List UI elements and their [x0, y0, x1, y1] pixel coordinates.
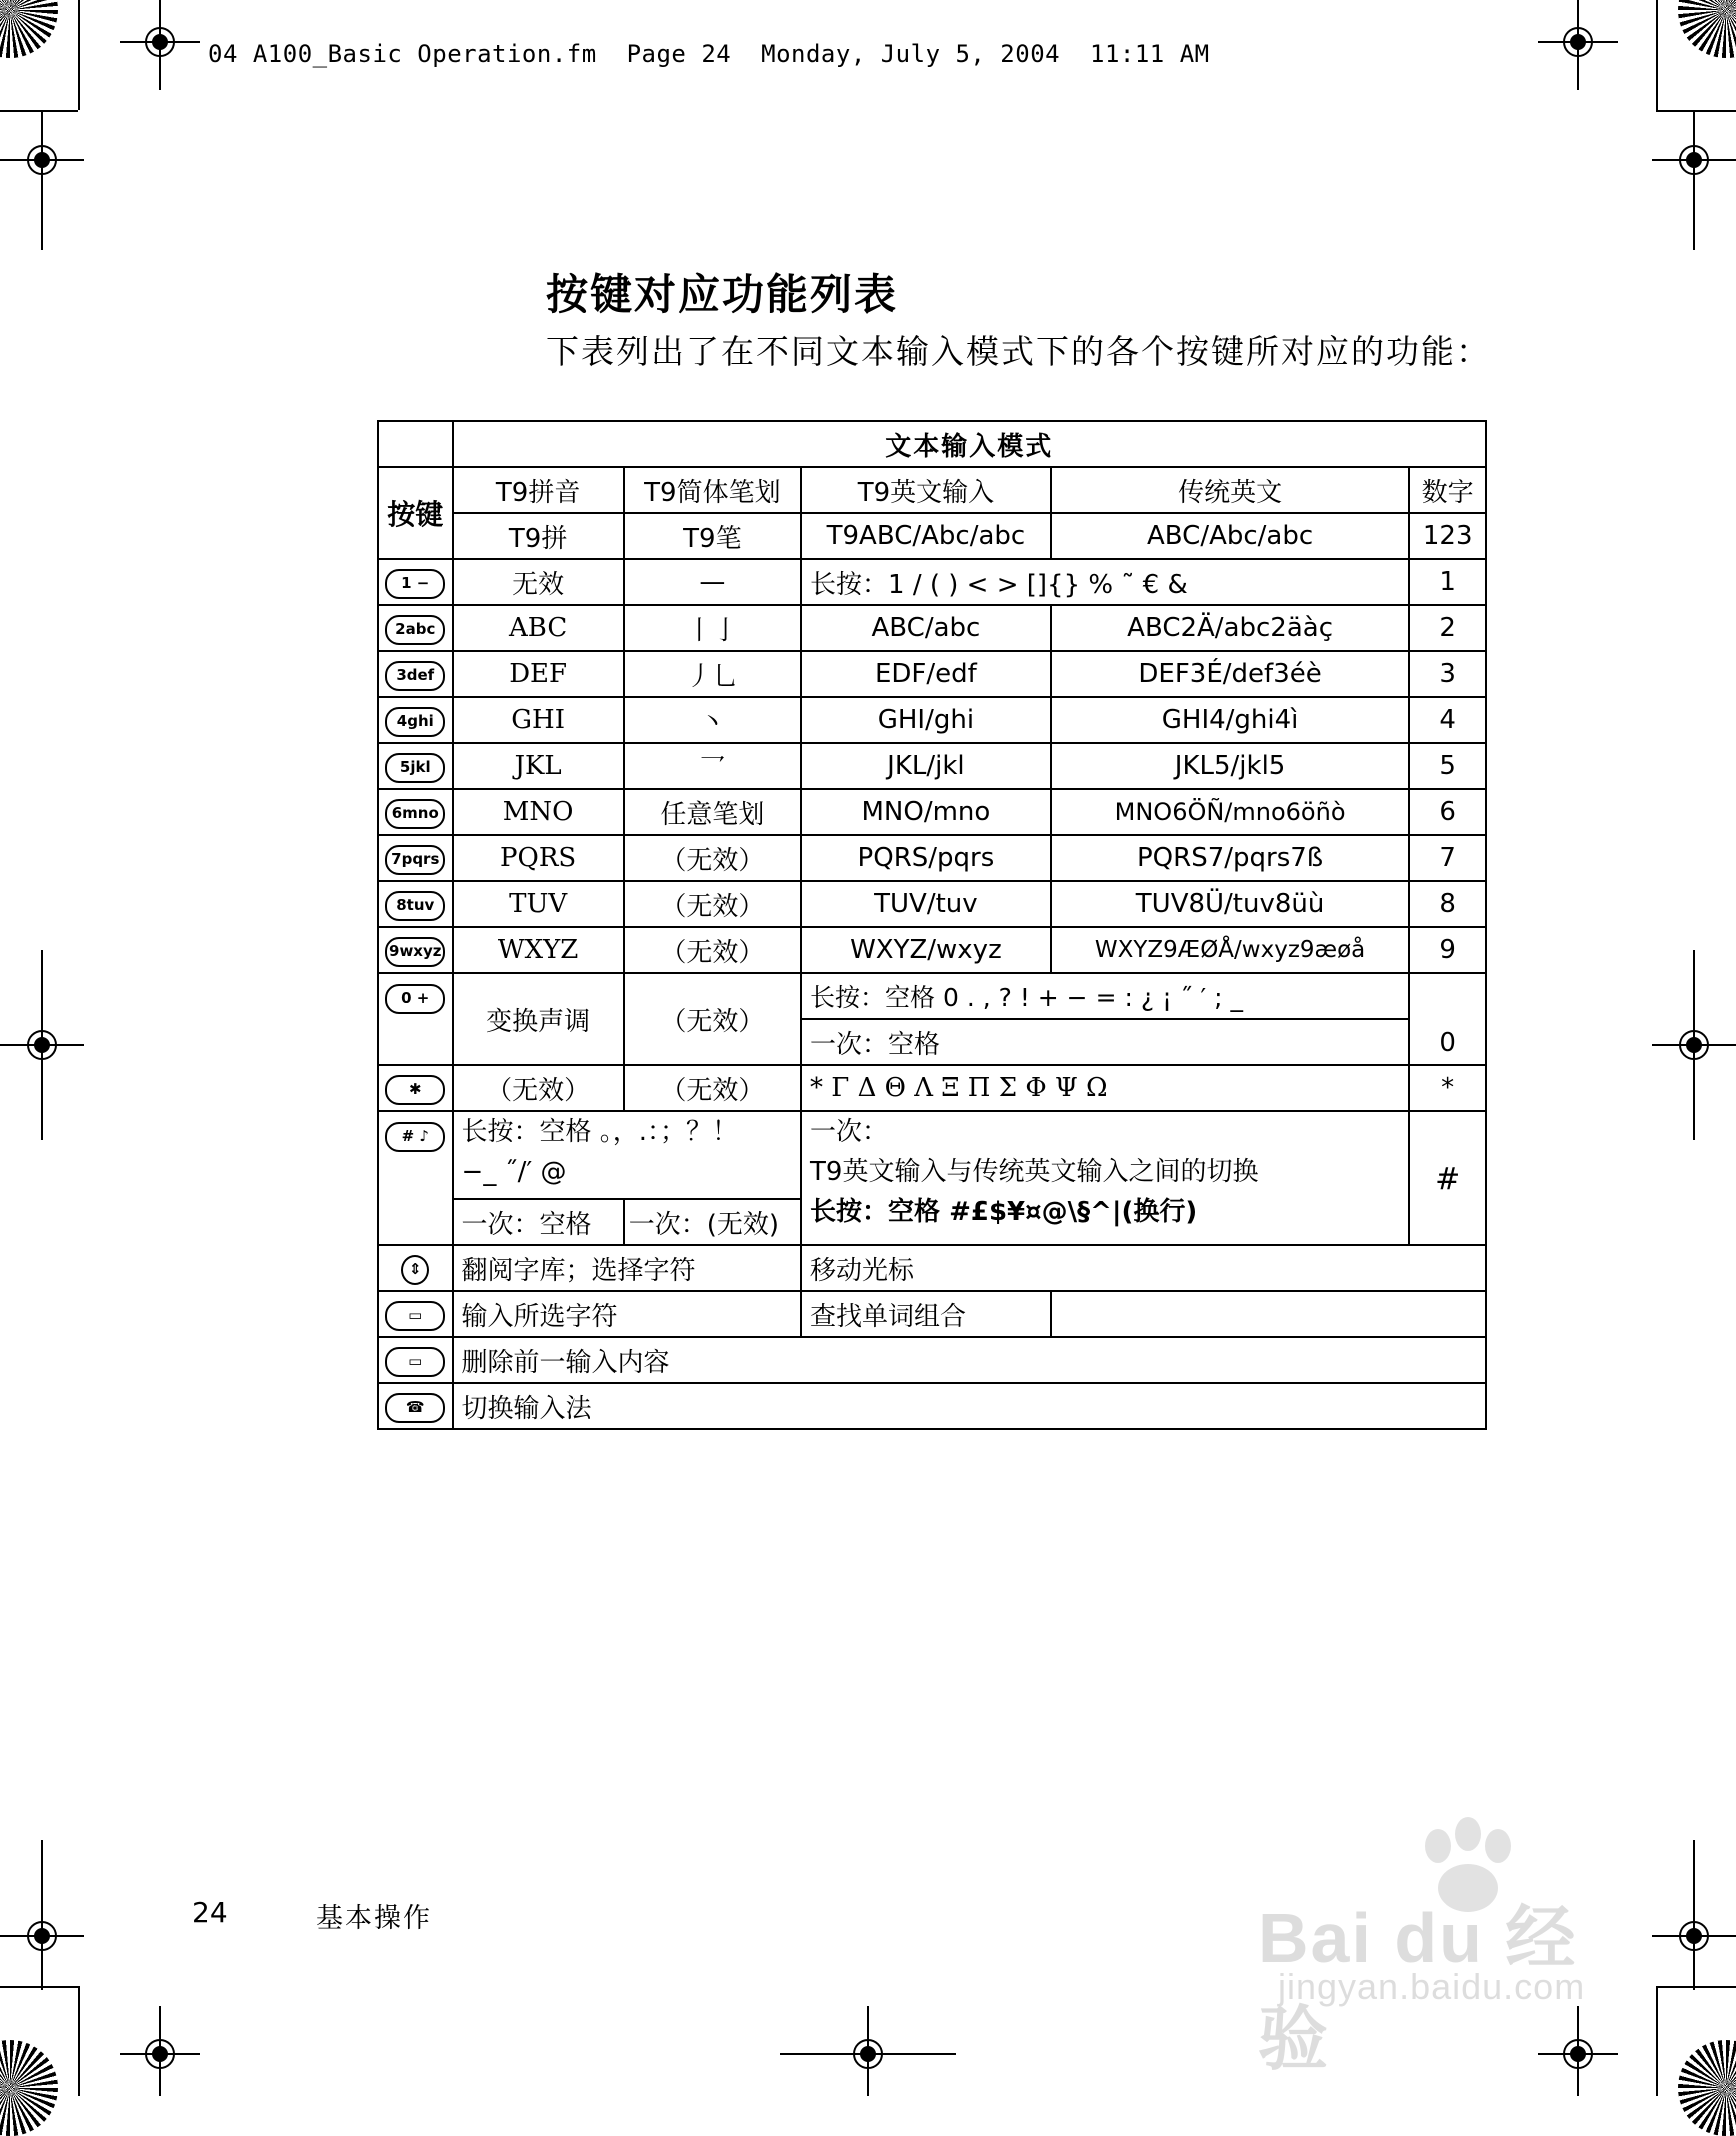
- mode-t9-english: T9英文输入: [801, 467, 1051, 513]
- 2-key-icon: 2abc: [385, 615, 445, 645]
- cell-pinyin: 无效: [453, 559, 624, 605]
- key-0: [378, 973, 453, 1065]
- cell-traditional: JKL5/jkl5: [1051, 743, 1410, 789]
- cell-pinyin: GHI: [453, 697, 624, 743]
- right-soft-key-icon: ▭: [385, 1347, 445, 1377]
- page-number: 24: [192, 1896, 228, 1929]
- cell-pinyin: PQRS: [453, 835, 624, 881]
- cell-pinyin: JKL: [453, 743, 624, 789]
- cell-stroke: 丨亅: [624, 605, 801, 651]
- cell-traditional: MNO6ÖÑ/mno6öñò: [1051, 789, 1410, 835]
- cell-numeric: 6: [1409, 789, 1486, 835]
- cell-traditional: WXYZ9ÆØÅ/wxyz9æøå: [1051, 927, 1410, 973]
- hash-key-icon: # ♪: [385, 1122, 445, 1152]
- key-6: [378, 789, 453, 835]
- cell-all: 切换输入法: [453, 1383, 1486, 1429]
- cell-numeric: 0: [1409, 973, 1486, 1065]
- left-soft-key-icon: ▭: [385, 1301, 445, 1331]
- cell-chinese: 翻阅字库；选择字符: [453, 1245, 801, 1291]
- cell-english: 移动光标: [801, 1245, 1486, 1291]
- end-key-icon: ☎: [385, 1393, 445, 1423]
- key-4: [378, 697, 453, 743]
- english-switch: T9英文输入与传统英文输入之间的切换: [810, 1157, 1259, 1187]
- 7-key-icon: 7pqrs: [385, 845, 445, 875]
- cell-english: * Γ Δ Θ Λ Ξ Π Σ Φ Ψ Ω: [801, 1065, 1409, 1111]
- watermark-url: jingyan.baidu.com: [1278, 1966, 1586, 2007]
- star-key-icon: ✱: [385, 1075, 445, 1105]
- cell-pinyin: MNO: [453, 789, 624, 835]
- cell-stroke: 丶: [624, 697, 801, 743]
- mode-stroke: T9简体笔划: [624, 467, 801, 513]
- mode-header: 文本输入模式: [453, 421, 1486, 467]
- cell-traditional: PQRS7/pqrs7ß: [1051, 835, 1410, 881]
- cell-numeric: 4: [1409, 697, 1486, 743]
- key-star: [378, 1065, 453, 1111]
- cell-stroke-once: 一次：(无效): [624, 1199, 801, 1245]
- cell-stroke: 丿乚: [624, 651, 801, 697]
- intro-text: 下表列出了在不同文本输入模式下的各个按键所对应的功能：: [546, 332, 1491, 371]
- mode-traditional-english: 传统英文: [1051, 467, 1410, 513]
- key-9: [378, 927, 453, 973]
- cell-numeric: 9: [1409, 927, 1486, 973]
- long-press-line-1: 长按：空格 。，.：；？！: [461, 1117, 739, 1147]
- indicator-traditional-english: ABC/Abc/abc: [1051, 513, 1410, 559]
- 9-key-icon: 9wxyz: [385, 937, 445, 967]
- 0-key-icon: 0 +: [385, 984, 445, 1014]
- cell-stroke: —: [624, 559, 801, 605]
- cell-numeric: #: [1409, 1111, 1486, 1245]
- cell-english: 查找单词组合: [801, 1291, 1051, 1337]
- indicator-numeric: 123: [1409, 513, 1486, 559]
- cell-traditional: GHI4/ghi4ì: [1051, 697, 1410, 743]
- indicator-t9-english: T9ABC/Abc/abc: [801, 513, 1051, 559]
- cell-english: [801, 1111, 1409, 1245]
- cell-traditional: ABC2Ä/abc2äàç: [1051, 605, 1410, 651]
- cell-pinyin: TUV: [453, 881, 624, 927]
- cell-pinyin: ABC: [453, 605, 624, 651]
- cell-t9-english: PQRS/pqrs: [801, 835, 1051, 881]
- key-header: 按键: [378, 467, 453, 559]
- key-hash: [378, 1111, 453, 1245]
- key-function-table: [377, 420, 1487, 1430]
- navigation-key-icon: ⇕: [401, 1255, 429, 1285]
- corner-cell: [378, 421, 453, 467]
- cell-pinyin: WXYZ: [453, 927, 624, 973]
- long-press-line-2: −_ ˝/′ @: [461, 1157, 567, 1187]
- key-8: [378, 881, 453, 927]
- cell-t9-english: MNO/mno: [801, 789, 1051, 835]
- cell-stroke: （无效）: [624, 835, 801, 881]
- cell-english: 长按：1 / ( ) < > []{} % ˜ € &: [801, 559, 1409, 605]
- mode-numeric: 数字: [1409, 467, 1486, 513]
- cell-empty: [1051, 1291, 1486, 1337]
- key-end: [378, 1383, 453, 1429]
- cell-chinese: 输入所选字符: [453, 1291, 801, 1337]
- chapter-name: 基本操作: [316, 1903, 432, 1934]
- key-1: [378, 559, 453, 605]
- cell-t9-english: EDF/edf: [801, 651, 1051, 697]
- cell-pinyin: DEF: [453, 651, 624, 697]
- cell-pinyin: （无效）: [453, 1065, 624, 1111]
- cell-numeric: 1: [1409, 559, 1486, 605]
- 6-key-icon: 6mno: [385, 799, 445, 829]
- cell-numeric: 2: [1409, 605, 1486, 651]
- cell-t9-english: GHI/ghi: [801, 697, 1051, 743]
- key-5: [378, 743, 453, 789]
- cell-numeric: 8: [1409, 881, 1486, 927]
- cell-stroke: 乛: [624, 743, 801, 789]
- section-title: 按键对应功能列表: [546, 270, 899, 319]
- watermark-brand: Bai du 经验: [1258, 1899, 1578, 2078]
- key-2: [378, 605, 453, 651]
- 8-key-icon: 8tuv: [385, 891, 445, 921]
- cell-chinese-long-press: [453, 1111, 801, 1199]
- 4-key-icon: 4ghi: [385, 707, 445, 737]
- mode-pinyin: T9拼音: [453, 467, 624, 513]
- 3-key-icon: 3def: [385, 661, 445, 691]
- cell-traditional: DEF3É/def3éè: [1051, 651, 1410, 697]
- print-slug: 04 A100_Basic Operation.fm Page 24 Monday, July 5, 2004 11:11 AM: [208, 40, 1210, 68]
- cell-pinyin-once: 一次：空格: [453, 1199, 624, 1245]
- cell-stroke: （无效）: [624, 973, 801, 1065]
- cell-numeric: 7: [1409, 835, 1486, 881]
- cell-t9-english: ABC/abc: [801, 605, 1051, 651]
- key-3: [378, 651, 453, 697]
- key-right-soft: [378, 1337, 453, 1383]
- cell-stroke: 任意笔划: [624, 789, 801, 835]
- cell-numeric: *: [1409, 1065, 1486, 1111]
- cell-numeric: 5: [1409, 743, 1486, 789]
- english-long-press: 长按：空格 #£$¥¤@\§^|(换行): [810, 1197, 1198, 1227]
- cell-english-single-press: 一次：空格: [801, 1019, 1409, 1065]
- key-7: [378, 835, 453, 881]
- cell-english-long-press: 长按：空格 0 . , ? ! + − = : ¿ ¡ ˝ ′ ; _: [801, 973, 1409, 1019]
- baidu-watermark: [1258, 1816, 1638, 2078]
- english-once: 一次：: [810, 1117, 889, 1147]
- indicator-stroke: T9笔: [624, 513, 801, 559]
- cell-stroke: （无效）: [624, 927, 801, 973]
- cell-t9-english: JKL/jkl: [801, 743, 1051, 789]
- cell-stroke: （无效）: [624, 1065, 801, 1111]
- cell-traditional: TUV8Ü/tuv8üù: [1051, 881, 1410, 927]
- 5-key-icon: 5jkl: [385, 753, 445, 783]
- cell-stroke: （无效）: [624, 881, 801, 927]
- key-left-soft: [378, 1291, 453, 1337]
- cell-numeric: 3: [1409, 651, 1486, 697]
- cell-pinyin: 变换声调: [453, 973, 624, 1065]
- cell-t9-english: TUV/tuv: [801, 881, 1051, 927]
- indicator-pinyin: T9拼: [453, 513, 624, 559]
- cell-t9-english: WXYZ/wxyz: [801, 927, 1051, 973]
- cell-all: 删除前一输入内容: [453, 1337, 1486, 1383]
- 1-key-icon: 1 −: [385, 569, 445, 599]
- key-navigation: [378, 1245, 453, 1291]
